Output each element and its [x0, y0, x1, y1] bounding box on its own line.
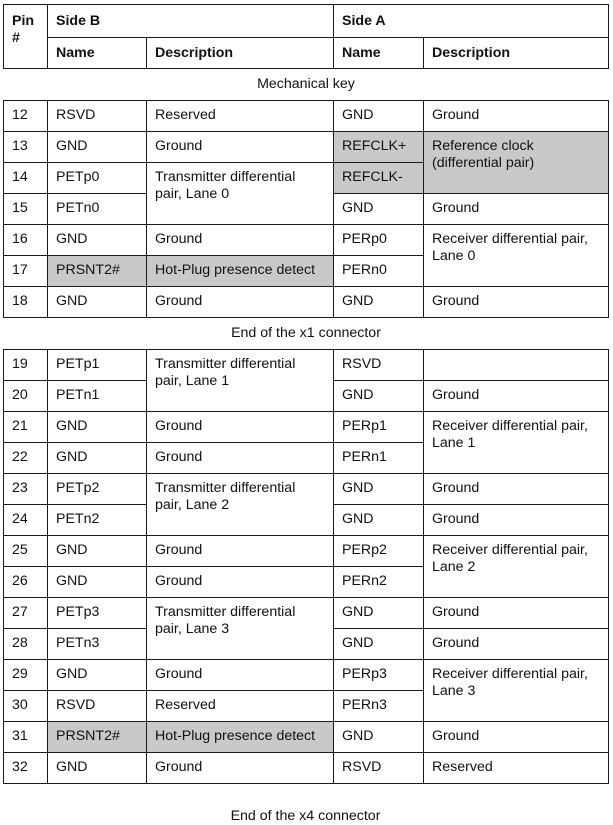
- table-row: [4, 753, 609, 784]
- side-a-name-header: Name: [334, 38, 424, 69]
- side-a-name: PERp2: [334, 536, 424, 567]
- side-a-description: Ground: [424, 722, 609, 753]
- side-a-description: Receiver differential pair, Lane 1: [424, 412, 609, 474]
- table-row: [4, 598, 609, 629]
- pin-number: 18: [4, 287, 48, 318]
- side-b-name: GND: [48, 536, 147, 567]
- side-b-name: RSVD: [48, 101, 147, 132]
- side-b-description: Ground: [147, 225, 334, 256]
- side-a-description-header: Description: [424, 38, 609, 69]
- pin-number: 25: [4, 536, 48, 567]
- side-b-description: Transmitter differential pair, Lane 0: [147, 163, 334, 225]
- side-a-description: Ground: [424, 287, 609, 318]
- side-a-name: GND: [334, 474, 424, 505]
- table-row: [4, 101, 609, 132]
- side-b-description: Ground: [147, 412, 334, 443]
- side-a-name: PERp0: [334, 225, 424, 256]
- side-a-name: RSVD: [334, 350, 424, 381]
- pin-number: 29: [4, 660, 48, 691]
- pin-number: 22: [4, 443, 48, 474]
- side-a-description: Reserved: [424, 753, 609, 784]
- side-a-name: GND: [334, 287, 424, 318]
- side-b-name: GND: [48, 132, 147, 163]
- pin-number: 23: [4, 474, 48, 505]
- side-b-description: Hot-Plug presence detect: [147, 256, 334, 287]
- side-b-description: Ground: [147, 660, 334, 691]
- side-b-name: GND: [48, 225, 147, 256]
- side-a-description: Receiver differential pair, Lane 2: [424, 536, 609, 598]
- side-b-name: GND: [48, 412, 147, 443]
- side-a-name: PERp1: [334, 412, 424, 443]
- side-b-description: Transmitter differential pair, Lane 1: [147, 350, 334, 412]
- side-b-name: PETp1: [48, 350, 147, 381]
- side-a-description: Receiver differential pair, Lane 3: [424, 660, 609, 722]
- pin-table: [3, 4, 609, 784]
- header-row-sides: [4, 5, 609, 38]
- side-a-description: Receiver differential pair, Lane 0: [424, 225, 609, 287]
- separator-row: [4, 318, 609, 350]
- side-b-name: GND: [48, 287, 147, 318]
- table-row: [4, 225, 609, 256]
- pin-number: 14: [4, 163, 48, 194]
- end-x4-connector-label: End of the x4 connector: [230, 808, 381, 824]
- side-b-name: PETp3: [48, 598, 147, 629]
- side-b-name: GND: [48, 567, 147, 598]
- table-row: [4, 412, 609, 443]
- side-a-description: Ground: [424, 101, 609, 132]
- side-a-description: Ground: [424, 505, 609, 536]
- side-b-name: PETn1: [48, 381, 147, 412]
- side-a-description: Ground: [424, 629, 609, 660]
- side-b-name: PRSNT2#: [48, 722, 147, 753]
- side-a-name: GND: [334, 598, 424, 629]
- side-b-description: Ground: [147, 443, 334, 474]
- side-a-description: [424, 350, 609, 381]
- pin-number: 19: [4, 350, 48, 381]
- pin-number: 31: [4, 722, 48, 753]
- side-b-description: Transmitter differential pair, Lane 3: [147, 598, 334, 660]
- side-b-name: GND: [48, 660, 147, 691]
- pin-number: 13: [4, 132, 48, 163]
- mechanical-key-label: Mechanical key: [4, 69, 609, 101]
- pin-number: 27: [4, 598, 48, 629]
- side-a-name: PERn2: [334, 567, 424, 598]
- side-a-name: GND: [334, 194, 424, 225]
- pin-number: 21: [4, 412, 48, 443]
- side-a-name: RSVD: [334, 753, 424, 784]
- side-b-description: Ground: [147, 287, 334, 318]
- side-b-description: Reserved: [147, 691, 334, 722]
- side-b-description: Ground: [147, 753, 334, 784]
- side-a-description: Reference clock (differential pair): [424, 132, 609, 194]
- table-row: [4, 722, 609, 753]
- side-b-name: PETp2: [48, 474, 147, 505]
- header-row-columns: [4, 38, 609, 69]
- side-b-name: GND: [48, 753, 147, 784]
- side-b-name: PETp0: [48, 163, 147, 194]
- side-a-description: Ground: [424, 474, 609, 505]
- side-a-header: Side A: [334, 5, 609, 38]
- side-a-name: GND: [334, 381, 424, 412]
- table-row: [4, 132, 609, 163]
- pin-number: 28: [4, 629, 48, 660]
- side-a-name: PERn3: [334, 691, 424, 722]
- side-b-name: PETn3: [48, 629, 147, 660]
- side-a-description: Ground: [424, 381, 609, 412]
- separator-row: [4, 69, 609, 101]
- side-b-name: PRSNT2#: [48, 256, 147, 287]
- side-a-name: GND: [334, 101, 424, 132]
- side-a-name: REFCLK-: [334, 163, 424, 194]
- side-b-description-header: Description: [147, 38, 334, 69]
- end-x1-connector-label: End of the x1 connector: [4, 318, 609, 350]
- side-a-name: REFCLK+: [334, 132, 424, 163]
- side-b-name: GND: [48, 443, 147, 474]
- side-b-name: PETn2: [48, 505, 147, 536]
- pin-number: 17: [4, 256, 48, 287]
- pin-number: 30: [4, 691, 48, 722]
- side-a-name: GND: [334, 629, 424, 660]
- side-a-description: Ground: [424, 598, 609, 629]
- pin-number: 24: [4, 505, 48, 536]
- table-row: [4, 536, 609, 567]
- side-a-name: PERn0: [334, 256, 424, 287]
- side-a-name: PERn1: [334, 443, 424, 474]
- side-a-description: Ground: [424, 194, 609, 225]
- table-row: [4, 350, 609, 381]
- pin-number: 32: [4, 753, 48, 784]
- pin-number: 20: [4, 381, 48, 412]
- side-b-name-header: Name: [48, 38, 147, 69]
- side-b-description: Hot-Plug presence detect: [147, 722, 334, 753]
- side-b-name: PETn0: [48, 194, 147, 225]
- pin-number: 12: [4, 101, 48, 132]
- side-b-description: Transmitter differential pair, Lane 2: [147, 474, 334, 536]
- side-b-description: Ground: [147, 132, 334, 163]
- pin-number: 26: [4, 567, 48, 598]
- side-a-name: GND: [334, 722, 424, 753]
- pin-number: 16: [4, 225, 48, 256]
- side-b-description: Ground: [147, 567, 334, 598]
- table-row: [4, 287, 609, 318]
- pin-number: 15: [4, 194, 48, 225]
- side-a-name: GND: [334, 505, 424, 536]
- side-b-name: RSVD: [48, 691, 147, 722]
- side-b-description: Ground: [147, 536, 334, 567]
- pin-column-header: Pin #: [4, 5, 48, 69]
- side-b-header: Side B: [48, 5, 334, 38]
- table-row: [4, 474, 609, 505]
- table-row: [4, 660, 609, 691]
- side-b-description: Reserved: [147, 101, 334, 132]
- side-a-name: PERp3: [334, 660, 424, 691]
